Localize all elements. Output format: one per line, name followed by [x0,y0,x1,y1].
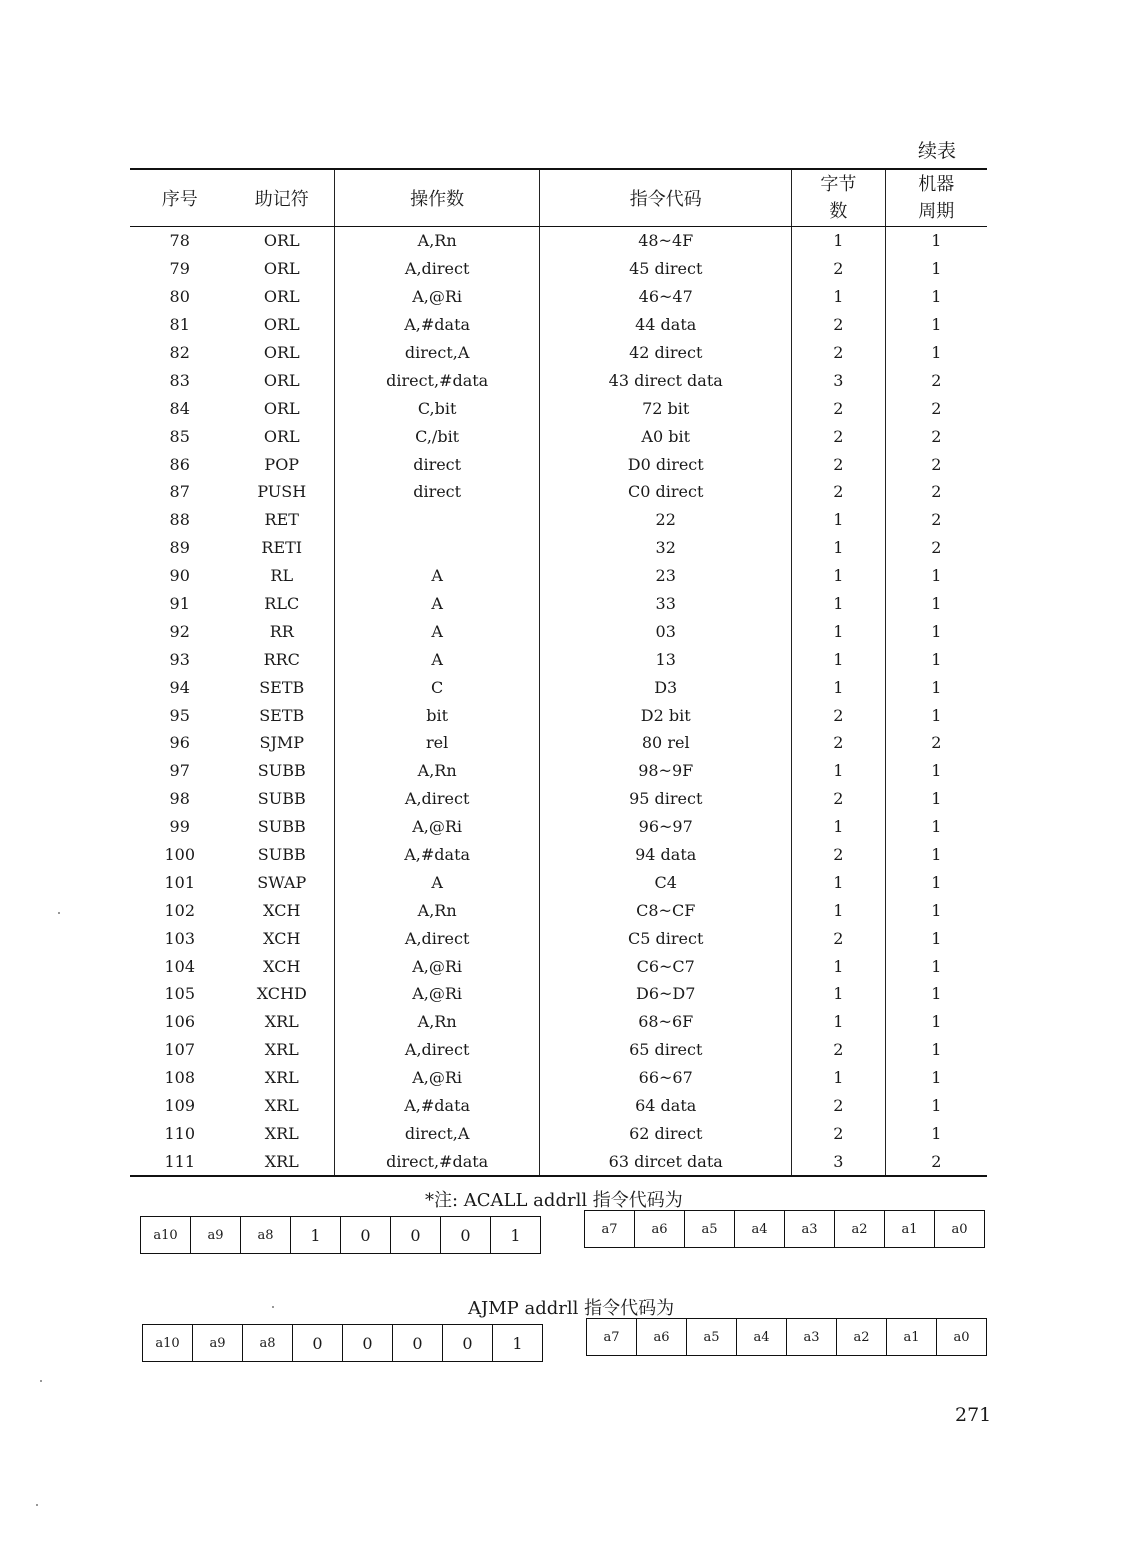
cell-bytes: 2 [792,701,885,729]
table-row [130,311,987,339]
cell-opcode: 23 [540,562,792,590]
header-cycles [885,169,987,227]
cell-cycles: 1 [931,761,942,781]
cell-mnemonic: XRL [229,1120,334,1148]
scan-speck [272,1306,274,1308]
cell-mnemonic: RETI [229,534,334,562]
bit-cell: a2 [837,1319,887,1355]
table-row [130,645,987,673]
cell-operand: A [335,590,540,618]
cell-operand: C [335,673,540,701]
cell-opcode: D3 [540,673,792,701]
cell-no: 89 [169,538,190,558]
cell-mnemonic: ORL [229,311,334,339]
cell-no: 95 [169,705,190,725]
cell-cycles: 1 [931,845,942,865]
cell-no: 78 [169,231,190,251]
cell-opcode: 94 data [540,841,792,869]
table-row [130,785,987,813]
cell-cycles: 1 [931,1123,942,1143]
scan-speck [58,912,60,914]
cell-opcode: 44 data [540,311,792,339]
table-row [130,534,987,562]
cell-no: 109 [164,1096,195,1116]
cell-mnemonic: ORL [229,339,334,367]
cell-bytes: 1 [792,813,885,841]
table-row [130,980,987,1008]
header-bytes-line1: 字节 [820,174,857,195]
bit-cell: a5 [687,1319,737,1355]
continued-label: 续表 [918,140,957,162]
cell-operand: A,@Ri [335,283,540,311]
cell-opcode: 42 direct [540,339,792,367]
cell-no: 99 [169,817,190,837]
cell-cycles: 1 [931,817,942,837]
cell-mnemonic: SJMP [229,729,334,757]
bit-cell: a4 [735,1211,785,1247]
cell-operand: C,/bit [335,422,540,450]
cell-mnemonic: ORL [229,283,334,311]
cell-opcode: 68~6F [540,1008,792,1036]
cell-mnemonic: XRL [229,1147,334,1176]
cell-mnemonic: SWAP [229,868,334,896]
cell-operand: A [335,645,540,673]
table-row [130,227,987,255]
cell-mnemonic: SUBB [229,757,334,785]
bit-cell: a2 [835,1211,885,1247]
cell-operand: A,#data [335,311,540,339]
cell-no: 96 [169,733,190,753]
cell-bytes: 2 [792,422,885,450]
table-row [130,1092,987,1120]
cell-operand: A,@Ri [335,1064,540,1092]
cell-cycles: 2 [931,482,942,502]
bit-cell: 0 [441,1217,491,1253]
cell-operand: bit [335,701,540,729]
cell-no: 103 [164,928,195,948]
bit-cell: a6 [637,1319,687,1355]
cell-cycles: 1 [931,1068,942,1088]
cell-cycles: 1 [931,566,942,586]
bit-cell: a0 [951,1221,968,1237]
cell-cycles: 1 [931,649,942,669]
cell-operand: A,Rn [335,757,540,785]
bit-cell: 1 [291,1217,341,1253]
table-row [130,422,987,450]
cell-opcode: 72 bit [540,394,792,422]
cell-no: 90 [169,566,190,586]
cell-no: 105 [164,984,195,1004]
cell-operand: rel [335,729,540,757]
cell-cycles: 2 [931,370,942,390]
cell-opcode: 64 data [540,1092,792,1120]
cell-no: 86 [169,454,190,474]
cell-operand: A,direct [335,924,540,952]
cell-no: 104 [164,956,195,976]
header-cycles-line2: 周期 [918,201,955,222]
table-row [130,701,987,729]
cell-cycles: 1 [931,789,942,809]
cell-mnemonic: XRL [229,1008,334,1036]
cell-bytes: 2 [792,478,885,506]
table-row [130,1008,987,1036]
cell-bytes: 1 [792,952,885,980]
cell-bytes: 2 [792,255,885,283]
cell-no: 111 [130,1147,229,1176]
cell-mnemonic: PUSH [229,478,334,506]
cell-opcode: 22 [540,506,792,534]
cell-mnemonic: ORL [229,422,334,450]
bit-cell: a3 [787,1319,837,1355]
cell-mnemonic: XCHD [229,980,334,1008]
cell-mnemonic: RL [229,562,334,590]
cell-operand [335,534,540,562]
bit-cell: 0 [391,1217,441,1253]
cell-mnemonic: SUBB [229,813,334,841]
table-row [130,813,987,841]
acall-low-byte-boxes [584,1210,985,1248]
cell-opcode: 63 dircet data [540,1147,792,1176]
cell-operand: direct,A [335,339,540,367]
table-row [130,841,987,869]
cell-opcode: 95 direct [540,785,792,813]
cell-bytes: 1 [792,562,885,590]
cell-cycles: 1 [931,1040,942,1060]
cell-mnemonic: XRL [229,1036,334,1064]
cell-mnemonic: RRC [229,645,334,673]
cell-bytes: 1 [792,645,885,673]
cell-bytes: 1 [792,227,885,255]
table-row [130,1036,987,1064]
cell-opcode: 65 direct [540,1036,792,1064]
cell-bytes: 1 [792,590,885,618]
table-header-row [130,169,987,227]
cell-no: 85 [169,426,190,446]
cell-bytes: 1 [792,1064,885,1092]
cell-mnemonic: ORL [229,366,334,394]
cell-cycles: 1 [931,872,942,892]
cell-opcode: C8~CF [540,896,792,924]
table-row [130,1064,987,1092]
cell-opcode: 62 direct [540,1120,792,1148]
cell-bytes: 2 [792,1036,885,1064]
cell-no: 87 [169,482,190,502]
cell-bytes: 1 [792,534,885,562]
cell-no: 97 [169,761,190,781]
cell-bytes: 2 [792,1092,885,1120]
header-opcode: 指令代码 [540,169,792,227]
cell-bytes: 2 [792,924,885,952]
bit-cell: a5 [685,1211,735,1247]
cell-no: 92 [169,621,190,641]
table-row [130,450,987,478]
table-row [130,339,987,367]
cell-mnemonic: ORL [229,227,334,255]
table-row [130,1147,987,1176]
cell-bytes: 1 [792,617,885,645]
cell-operand: A,#data [335,1092,540,1120]
cell-cycles: 1 [931,343,942,362]
table-row [130,255,987,283]
cell-cycles: 1 [931,677,942,697]
bit-cell: a1 [885,1211,935,1247]
instruction-table [130,168,987,1177]
cell-cycles: 1 [931,900,942,920]
cell-cycles: 2 [931,538,942,558]
cell-bytes: 2 [792,394,885,422]
table-row [130,283,987,311]
table-body [130,227,987,1177]
bit-cell: 0 [341,1217,391,1253]
bit-cell: a9 [191,1217,241,1253]
cell-no: 100 [164,845,195,865]
cell-mnemonic: XCH [229,924,334,952]
cell-mnemonic: POP [229,450,334,478]
cell-mnemonic: SUBB [229,841,334,869]
table-row [130,673,987,701]
header-cycles-line1: 机器 [918,174,955,195]
cell-bytes: 2 [792,785,885,813]
bit-cell: 0 [393,1325,443,1361]
table-row [130,478,987,506]
cell-opcode: 46~47 [540,283,792,311]
acall-high-byte-boxes [140,1216,541,1254]
cell-opcode: D2 bit [540,701,792,729]
bit-cell: a3 [785,1211,835,1247]
table-row [130,617,987,645]
cell-no: 83 [169,370,190,390]
table-row [130,729,987,757]
cell-bytes: 1 [792,1008,885,1036]
cell-bytes: 2 [792,339,885,367]
cell-cycles: 2 [931,454,942,474]
cell-opcode: 96~97 [540,813,792,841]
scan-speck [40,1380,42,1382]
cell-mnemonic: ORL [229,255,334,283]
bit-cell: 1 [512,1333,523,1353]
cell-mnemonic: XRL [229,1092,334,1120]
cell-bytes: 1 [792,868,885,896]
header-operand: 操作数 [335,169,540,227]
cell-cycles: 1 [931,928,942,948]
cell-operand: A,Rn [335,227,540,255]
cell-cycles: 1 [931,231,942,251]
cell-mnemonic: XCH [229,896,334,924]
table-row [130,952,987,980]
instruction-table-container [130,168,987,1177]
table-row [130,1120,987,1148]
cell-cycles: 1 [931,594,942,614]
cell-mnemonic: RLC [229,590,334,618]
cell-operand: direct,#data [335,1147,540,1176]
header-mnemonic: 助记符 [229,169,334,227]
cell-cycles: 2 [931,510,942,530]
cell-operand: A,#data [335,841,540,869]
cell-opcode: 80 rel [540,729,792,757]
cell-operand [335,506,540,534]
bit-cell: a4 [737,1319,787,1355]
cell-no: 80 [169,287,190,307]
cell-cycles: 1 [931,1096,942,1116]
cell-cycles: 1 [931,259,942,279]
ajmp-caption: AJMP addrll 指令代码为 [468,1298,675,1319]
cell-opcode: C6~C7 [540,952,792,980]
bit-cell: a8 [241,1217,291,1253]
page-number: 271 [955,1404,992,1426]
cell-no: 91 [169,594,190,614]
cell-cycles: 2 [931,426,942,446]
cell-opcode: C0 direct [540,478,792,506]
cell-mnemonic: SUBB [229,785,334,813]
cell-opcode: 33 [540,590,792,618]
cell-cycles: 1 [931,956,942,976]
cell-cycles: 1 [931,1012,942,1032]
table-row [130,924,987,952]
cell-operand: A,@Ri [335,980,540,1008]
cell-mnemonic: SETB [229,673,334,701]
cell-bytes: 1 [792,283,885,311]
cell-operand: A,Rn [335,1008,540,1036]
header-no: 序号 [130,169,229,227]
cell-opcode: C4 [540,868,792,896]
cell-no: 98 [169,789,190,809]
cell-bytes: 1 [792,896,885,924]
cell-no: 101 [164,872,195,892]
cell-opcode: 98~9F [540,757,792,785]
cell-operand: direct [335,478,540,506]
cell-bytes: 2 [792,1120,885,1148]
table-row [130,506,987,534]
table-row [130,562,987,590]
cell-no: 81 [169,315,190,335]
table-row [130,366,987,394]
cell-mnemonic: ORL [229,394,334,422]
header-bytes-line2: 数 [829,201,848,222]
cell-no: 82 [169,343,190,362]
cell-no: 93 [169,649,190,669]
bit-cell: a7 [587,1319,637,1355]
table-row [130,590,987,618]
cell-cycles: 1 [931,621,942,641]
cell-opcode: 45 direct [540,255,792,283]
bit-cell: a7 [585,1211,635,1247]
cell-operand: A,@Ri [335,813,540,841]
cell-cycles: 1 [931,315,942,335]
bit-cell: a0 [953,1329,970,1345]
cell-bytes: 1 [792,506,885,534]
header-bytes [792,169,885,227]
bit-cell: a8 [243,1325,293,1361]
cell-bytes: 2 [792,729,885,757]
table-row [130,757,987,785]
table-row [130,896,987,924]
cell-cycles: 2 [931,733,942,753]
cell-operand: A,direct [335,255,540,283]
cell-cycles: 2 [885,1147,987,1176]
bit-cell: a6 [635,1211,685,1247]
bit-cell: 0 [293,1325,343,1361]
cell-cycles: 2 [931,398,942,418]
cell-operand: direct,A [335,1120,540,1148]
table-row [130,394,987,422]
table-row [130,868,987,896]
cell-mnemonic: XRL [229,1064,334,1092]
cell-no: 108 [164,1068,195,1088]
cell-operand: A [335,617,540,645]
cell-operand: A [335,868,540,896]
cell-mnemonic: RR [229,617,334,645]
cell-no: 110 [164,1123,195,1143]
cell-opcode: 03 [540,617,792,645]
cell-cycles: 1 [931,984,942,1004]
cell-operand: A,direct [335,1036,540,1064]
cell-no: 106 [164,1012,195,1032]
cell-bytes: 1 [792,757,885,785]
cell-operand: direct [335,450,540,478]
cell-mnemonic: RET [229,506,334,534]
cell-mnemonic: XCH [229,952,334,980]
cell-no: 107 [164,1040,195,1060]
cell-operand: direct,#data [335,366,540,394]
cell-opcode: 43 direct data [540,366,792,394]
bit-cell: a1 [887,1319,937,1355]
cell-opcode: 48~4F [540,227,792,255]
scan-speck [36,1504,38,1506]
cell-opcode: 13 [540,645,792,673]
bit-cell: a10 [143,1325,193,1361]
cell-cycles: 1 [931,705,942,725]
bit-cell: 0 [343,1325,393,1361]
cell-operand: A [335,562,540,590]
cell-cycles: 1 [931,287,942,307]
cell-bytes: 2 [792,450,885,478]
cell-opcode: 32 [540,534,792,562]
bit-cell: a10 [141,1217,191,1253]
cell-opcode: D0 direct [540,450,792,478]
bit-cell: 1 [510,1225,521,1245]
cell-opcode: A0 bit [540,422,792,450]
cell-no: 88 [169,510,190,530]
cell-bytes: 1 [792,673,885,701]
cell-no: 94 [169,677,190,697]
cell-operand: A,@Ri [335,952,540,980]
cell-operand: A,Rn [335,896,540,924]
cell-opcode: 66~67 [540,1064,792,1092]
cell-operand: C,bit [335,394,540,422]
bit-cell: 0 [443,1325,493,1361]
cell-opcode: C5 direct [540,924,792,952]
cell-no: 102 [164,900,195,920]
ajmp-high-byte-boxes [142,1324,543,1362]
cell-no: 84 [169,398,190,418]
cell-operand: A,direct [335,785,540,813]
ajmp-low-byte-boxes [586,1318,987,1356]
cell-mnemonic: SETB [229,701,334,729]
bit-cell: a9 [193,1325,243,1361]
cell-no: 79 [169,259,190,279]
cell-opcode: D6~D7 [540,980,792,1008]
cell-bytes: 2 [792,841,885,869]
cell-bytes: 3 [792,1147,885,1176]
cell-bytes: 3 [792,366,885,394]
cell-bytes: 2 [792,311,885,339]
acall-caption: *注: ACALL addrll 指令代码为 [425,1190,683,1211]
cell-bytes: 1 [792,980,885,1008]
